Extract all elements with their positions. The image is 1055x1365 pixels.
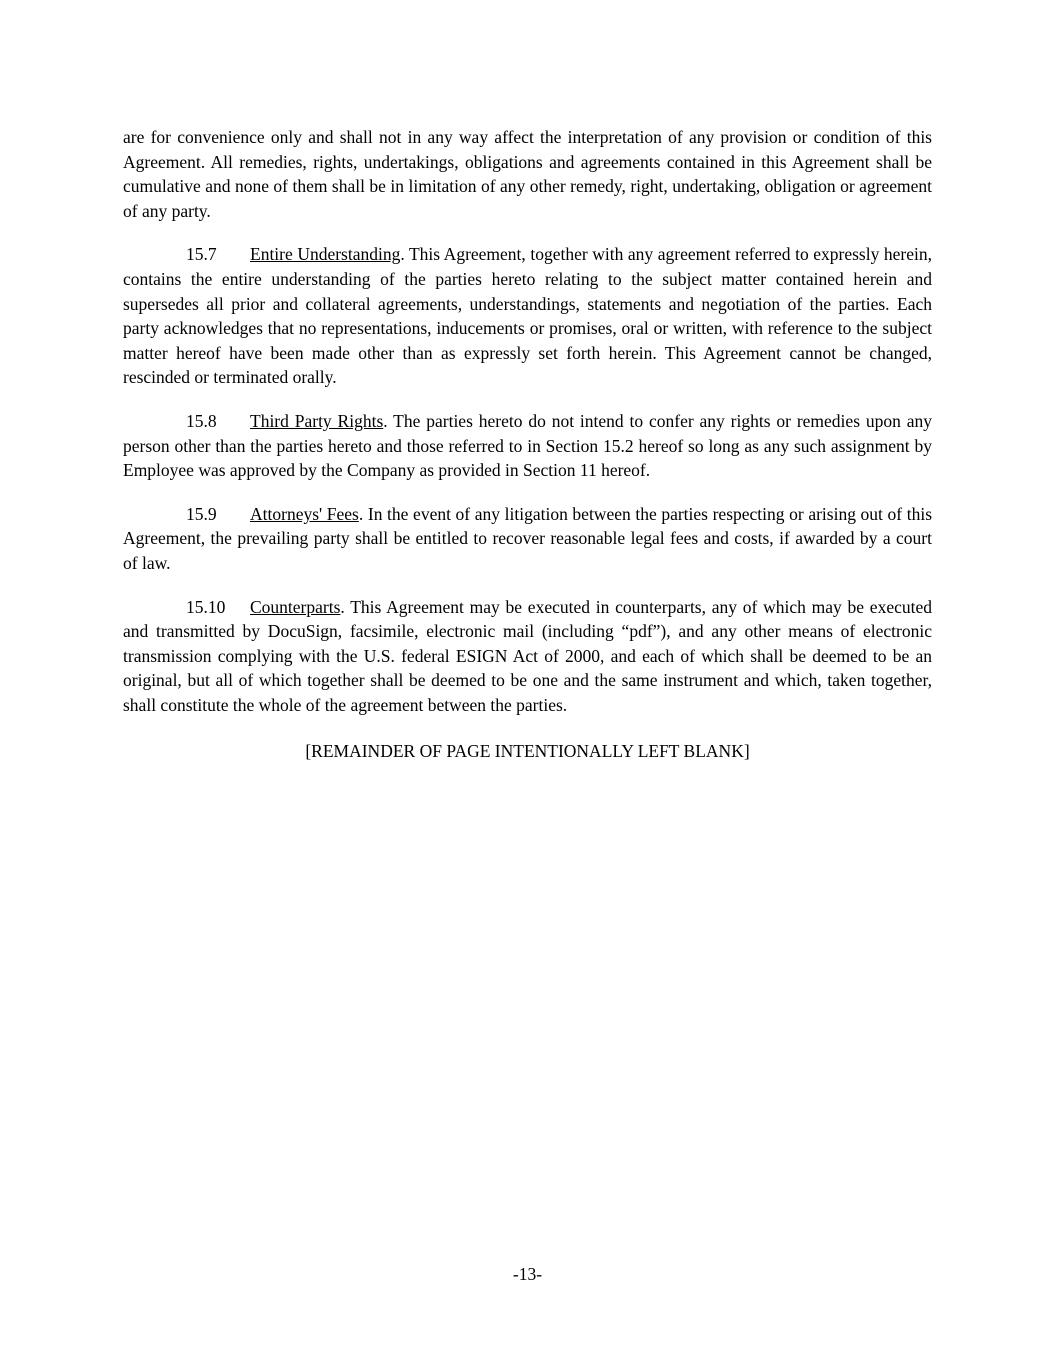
intro-paragraph: are for convenience only and shall not in any way affect the interpretation of any provision or condition of this Agreement. All remedies, rights, undertakings, obligations and agreements contained in this Agreement shall be cumulative and none of them shall be in limitation of any other remedy, right, undertaking, obligation or agreement of any party.: [123, 127, 932, 221]
section-body: . The parties hereto do not intend to confer any rights or remedies upon any person other than the parties hereto and those referred to in Section 15.2 hereof so long as any such assignment by Employee was approved by the Company as provided in Section 11 hereof.: [123, 410, 932, 481]
section-heading: Third Party Rights: [250, 410, 384, 431]
section-body: . This Agreement may be executed in counterparts, any of which may be executed and transmitted by DocuSign, facsimile, electronic mail (including “pdf”), and any other means of electronic transmission complying with the U.S. federal ESIGN Act of 2000, and each of which shall be deemed to be an original, but all of which together shall be deemed to be one and the same instrument and which, taken together, shall constitute the whole of the agreement between the parties.: [123, 596, 932, 715]
section-15-8: [123, 409, 932, 483]
section-body: . In the event of any litigation between the parties respecting or arising out of this Agreement, the prevailing party shall be entitled to recover reasonable legal fees and costs, if awarded by a court of law.: [123, 503, 933, 573]
section-number: 15.7: [186, 244, 217, 265]
page-number: -13-: [512, 1264, 543, 1285]
section-heading: Counterparts: [250, 596, 341, 617]
section-15-9: [123, 502, 932, 576]
section-15-10: [123, 595, 932, 718]
section-number: 15.8: [186, 410, 217, 431]
section-15-7: [123, 242, 932, 390]
section-body: . This Agreement, together with any agreement referred to expressly herein, contains the entire understanding of the parties hereto relating to the subject matter contained herein and supersedes all prior and collateral agreements, understandings, statements and negotiation of the parties. Each party acknowledges that no representations, inducements or promises, oral or written, with reference to the subject matter hereof have been made other than as expressly set forth herein. This Agreement cannot be changed, rescinded or terminated orally.: [123, 244, 933, 388]
remainder-note: [REMAINDER OF PAGE INTENTIONALLY LEFT BLANK]: [305, 741, 750, 762]
section-number: 15.9: [186, 503, 217, 524]
section-heading: Attorneys' Fees: [250, 503, 359, 524]
section-number: 15.10: [186, 596, 226, 617]
section-heading: Entire Understanding: [250, 244, 401, 265]
